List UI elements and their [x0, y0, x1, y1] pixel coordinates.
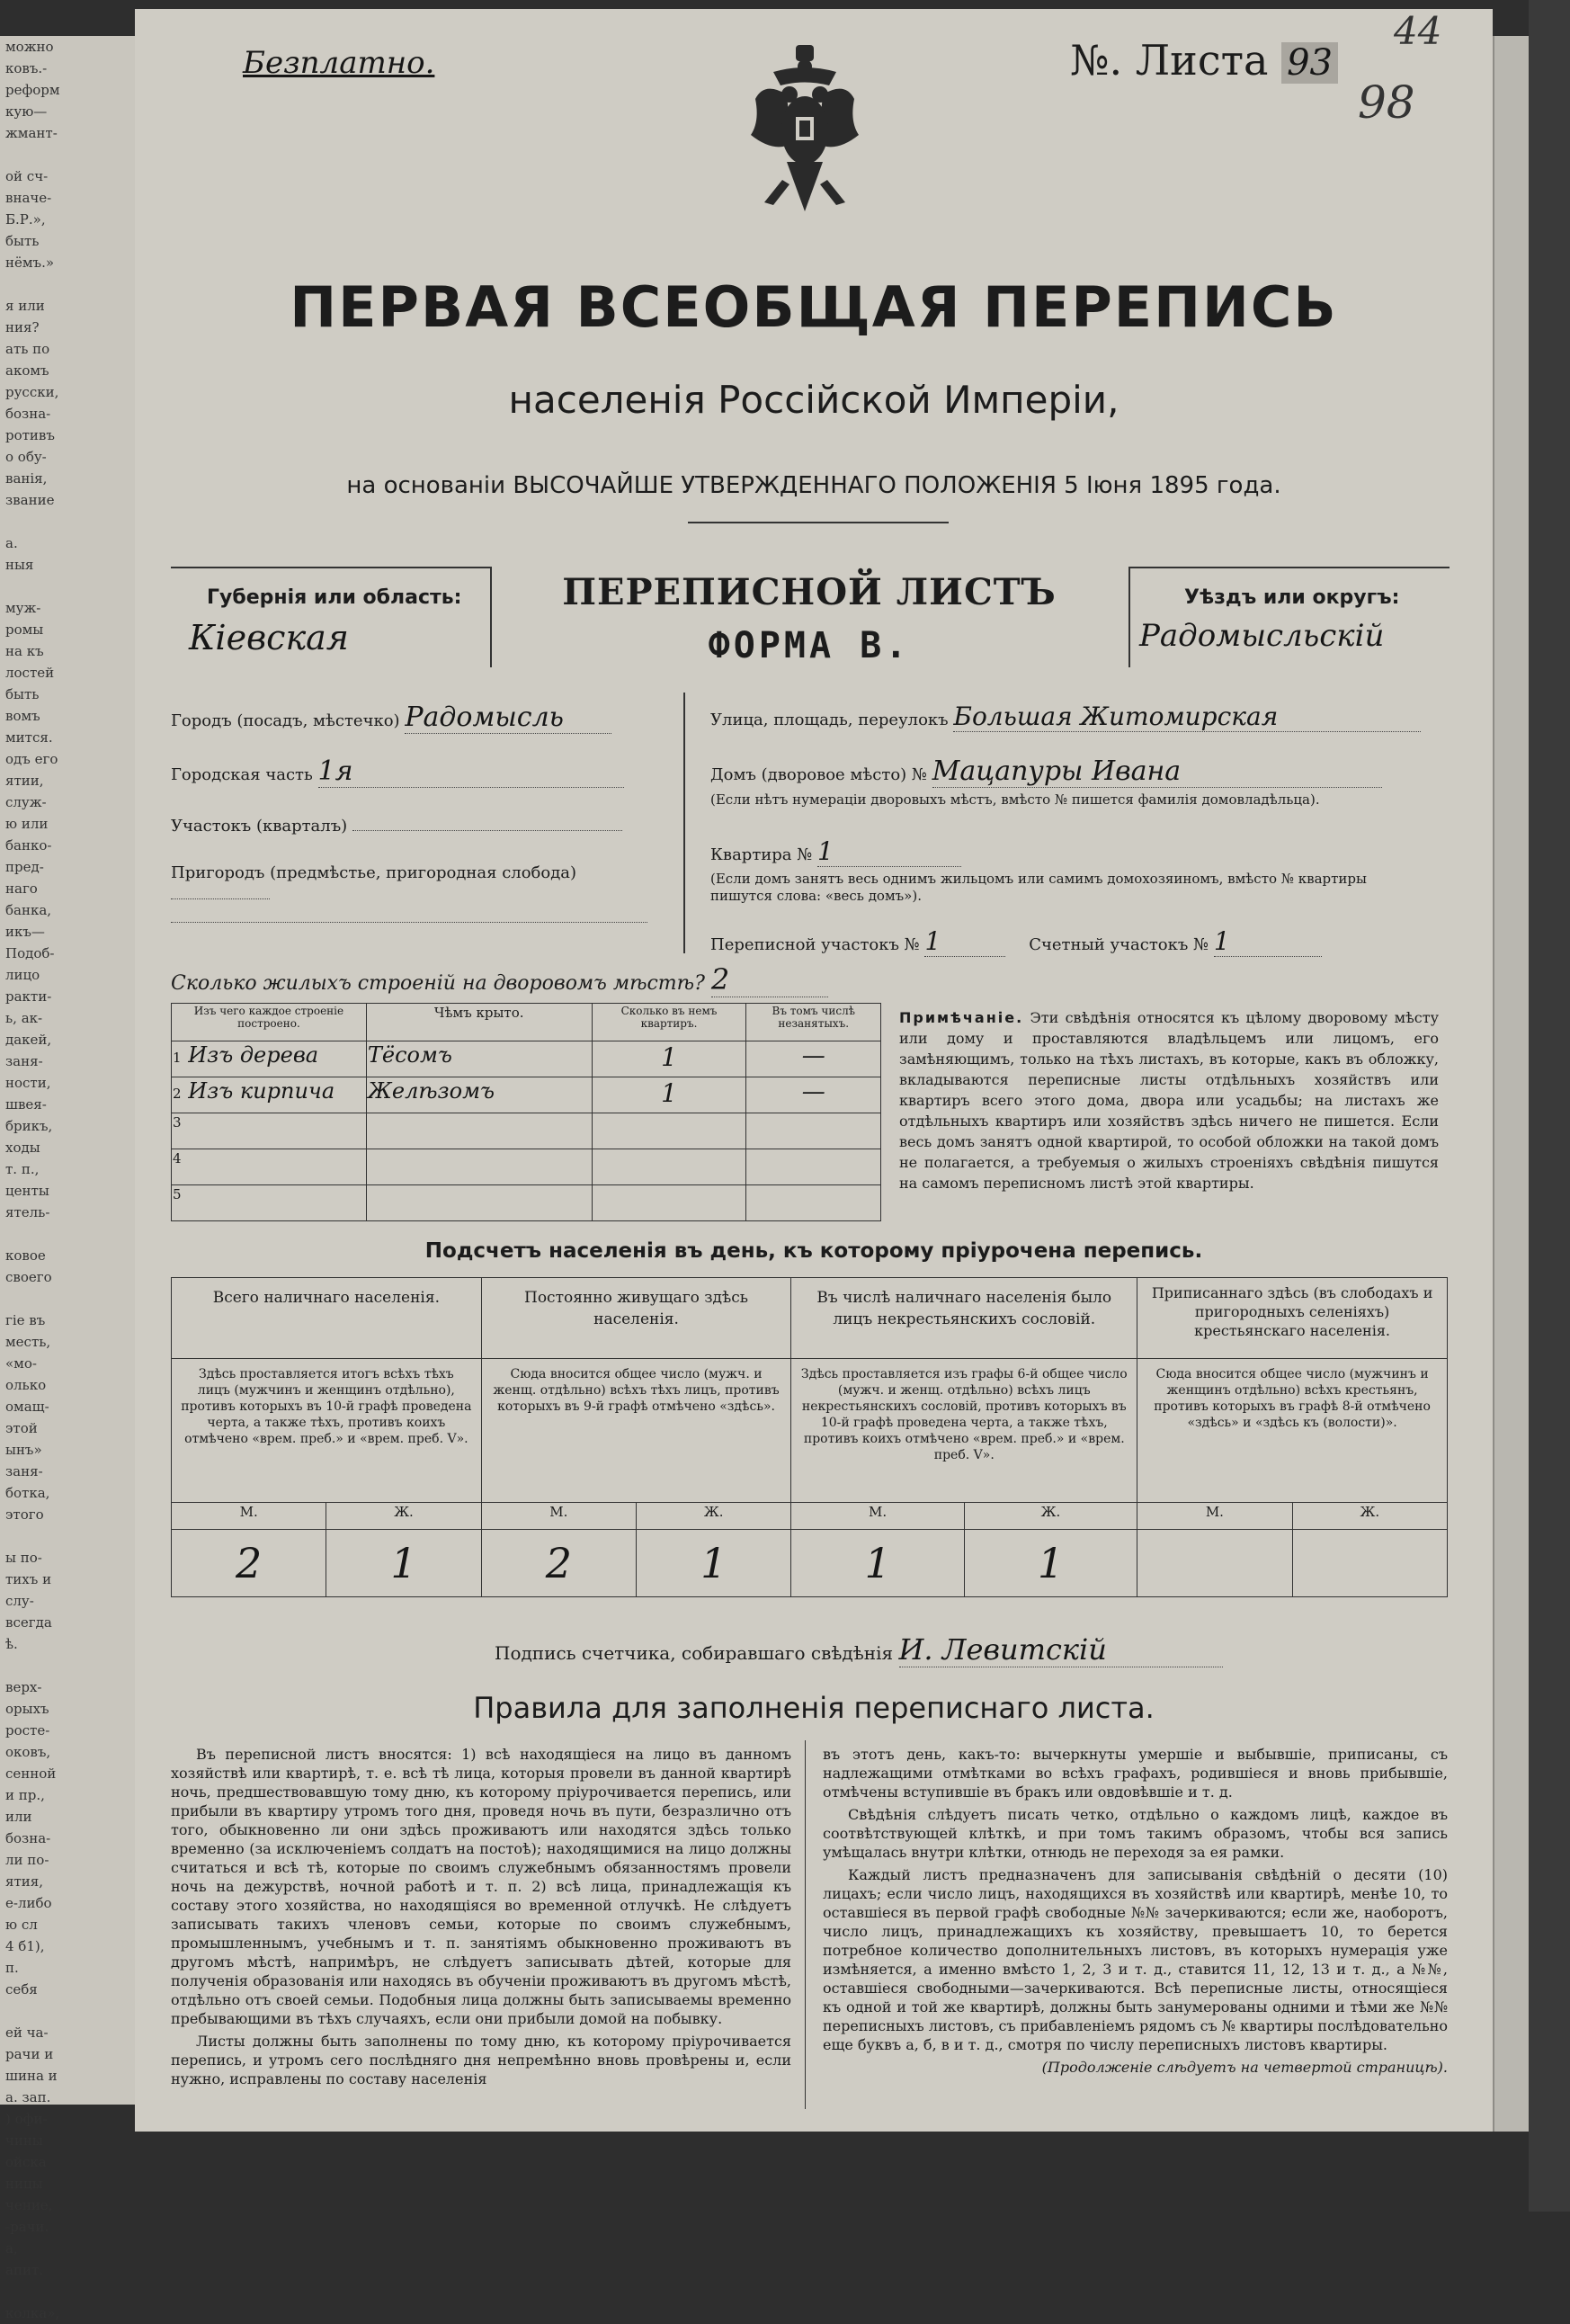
table-row: 2 Изъ кирпича Желѣзомъ 1 — [172, 1077, 881, 1113]
pop-desc-permanent: Сюда вносится общее число (мужч. и женщ. отдѣльно) всѣхъ тѣхъ лицъ, противъ которыхъ въ 9-й графѣ отмѣчено «здѣсь». [481, 1359, 791, 1503]
total-male: 2 [172, 1530, 326, 1597]
suburb-label: Пригородъ (предмѣстье, пригородная слобода) [171, 863, 577, 882]
left-strip-line [5, 1525, 135, 1547]
left-strip-line [5, 2281, 135, 2302]
left-strip-line [5, 1223, 135, 1245]
m-label: М. [172, 1503, 326, 1530]
left-strip-line: ницы [5, 2176, 43, 2192]
note-label: Примѣчаніе. [899, 1009, 1024, 1026]
left-strip-line: ятия, [5, 1873, 43, 1890]
flat-value: 1 [817, 836, 961, 867]
buildings-answer: 2 [711, 962, 828, 997]
left-strip-line: чение, [5, 2197, 53, 2213]
peasant-male [1137, 1530, 1292, 1597]
left-strip-line: я или [5, 298, 45, 314]
sheet-label: №. Листа [1070, 36, 1269, 85]
legal-basis: на основаніи ВЫСОЧАЙШЕ УТВЕРЖДЕННАГО ПОЛОЖЕНІЯ 5 Іюня 1895 года. [346, 472, 1281, 499]
note-text: Эти свѣдѣнія относятся къ цѣлому дворовому мѣсту или дому и проставляются владѣльцемъ или лицомъ, его замѣняющимъ, только на тѣхъ листахъ, въ которые, какъ въ обложку, вкладываются переписные листы отдѣльныхъ хозяйствъ или квартиръ всего этого дома, двора или усадьбы; на листахъ же отдѣльныхъ квартиръ или хозяйствъ здѣсь ничего не пишется. Если весь домъ занятъ одной квартирой, то особой обложки на такой домъ не полагается, а требуемыя о жилыхъ строеніяхъ свѣдѣнія пишутся на самомъ переписномъ листѣ этой квартиры. [899, 1009, 1439, 1192]
left-strip-line: жмант- [5, 125, 58, 141]
left-strip-line: Б.Р.», [5, 211, 46, 228]
left-strip-line: центы [5, 1183, 49, 1199]
left-strip-line [5, 273, 135, 295]
material-value: Изъ дерева [188, 1042, 319, 1068]
suburb-line [171, 922, 647, 923]
rules-paragraph: Каждый листъ предназначенъ для записыванія свѣдѣній о десяти (10) лицахъ; если число лицъ, находящихся въ хозяйствѣ или квартирѣ, менѣе 10, то оставшіеся въ первой графѣ свободные №№ зачеркиваются; если же, наоборотъ, число лицъ, принадлежащихъ къ хозяйству, превышаетъ 10, то берется потребное количество дополнительныхъ листовъ, въ которыхъ нумерація уже измѣняется, а именно вмѣсто 1, 2, 3 и т. д., ставится 11, 12, 13 и т. д., а №№, оставшіеся свободными—зачеркиваются. Всѣ переписные листы, относящіеся къ одной и той же квартирѣ, должны быть занумерованы одними и тѣми же №№ переписныхъ листовъ, съ прибавленіемъ рядомъ съ № квартиры послѣдовательно еще буквъ а, б, в и т. д., смотря по числу переписныхъ листовъ квартиры. [823, 1866, 1448, 2053]
counting-district-label: Счетный участокъ № [1029, 935, 1209, 954]
left-strip-line: ой сч- [5, 168, 49, 184]
street-label: Улица, площадь, переулокъ [710, 711, 949, 729]
pop-desc-nonpeasant: Здѣсь проставляется изъ графы 6-й общее число (мужч. и женщ. отдѣльно) всѣхъ лицъ некрестьянскихъ сословій, противъ которыхъ въ 10-й графѣ проведена черта, а также тѣхъ, противъ коихъ отмѣчено «врем. преб.» и «врем. преб. V». [791, 1359, 1137, 1503]
left-strip-line: ротивъ [5, 427, 55, 443]
house-label: Домъ (дворовое мѣсто) № [710, 765, 927, 784]
buildings-header-flats: Сколько въ немъ квартиръ. [592, 1004, 746, 1041]
left-strip-line: шина и [5, 2068, 58, 2084]
left-strip-line: рачи и [5, 2046, 54, 2062]
left-strip-line: ности, [5, 1075, 51, 1091]
subtitle: населенія Россійской Имперіи, [508, 378, 1120, 422]
f-label: Ж. [637, 1503, 791, 1530]
left-strip-line: 4 б1), [5, 1938, 45, 1954]
m-label: М. [791, 1503, 964, 1530]
buildings-table [171, 1003, 881, 1221]
left-strip-line [5, 576, 135, 597]
pop-desc-total: Здѣсь проставляется итогъ всѣхъ тѣхъ лицъ (мужчинъ и женщинъ отдѣльно), противъ которыхъ въ 10-й графѣ проведена черта, а также тѣхъ, противъ коихъ отмѣчено «врем. преб.» и «врем. преб. V». [172, 1359, 482, 1503]
sheet-title: ПЕРЕПИСНОЙ ЛИСТЪ [562, 571, 1057, 613]
left-page-strip [0, 36, 138, 2321]
left-strip-line: месть, [5, 1334, 51, 1350]
divider [688, 522, 949, 523]
left-strip-line [5, 1288, 135, 1309]
rules-right-column [823, 1745, 1448, 2080]
left-strip-line: -рачи. [5, 2219, 49, 2235]
left-strip-line [5, 144, 135, 165]
sheet-number-block [1070, 36, 1338, 85]
left-strip-line: олько [5, 1377, 47, 1393]
district-box [1128, 567, 1450, 667]
left-strip-line: ойска [5, 2154, 47, 2170]
left-strip-line: вомъ [5, 708, 40, 724]
left-strip-line: росте- [5, 1722, 50, 1739]
table-row: 1 Изъ дерева Тёсомъ 1 — [172, 1041, 881, 1077]
population-title: Подсчетъ населенія въ день, къ которому пріурочена перепись. [424, 1239, 1203, 1263]
left-strip-line: ли по- [5, 1852, 49, 1868]
form-name: ФОРМА В. [708, 625, 911, 666]
peasant-female [1292, 1530, 1447, 1597]
left-strip-line: ятель- [5, 1204, 50, 1220]
left-strip-line: слу- [5, 1593, 34, 1609]
main-title: ПЕРВАЯ ВСЕОБЩАЯ ПЕРЕПИСЬ [290, 274, 1338, 340]
buildings-header-material: Изъ чего каждое строеніе построено. [172, 1004, 367, 1041]
left-strip-line: быть [5, 686, 40, 702]
left-strip-line: гіе въ [5, 1312, 46, 1328]
left-strip-line: или [5, 1809, 32, 1825]
dark-background-edge [1529, 0, 1570, 2212]
pop-head-total: Всего наличнаго населенія. [172, 1278, 482, 1359]
free-label: Безплатно. [243, 45, 435, 81]
left-strip-line: апит. [5, 2262, 44, 2278]
left-strip-line [5, 2000, 135, 2022]
left-strip-line: всегда [5, 1614, 52, 1631]
vacant-value: — [746, 1041, 881, 1077]
city-label: Городъ (посадъ, мѣстечко) [171, 711, 400, 730]
left-strip-line: и пр., [5, 1787, 45, 1803]
section-label: Участокъ (кварталъ) [171, 817, 348, 836]
district-label: Уѣздъ или округъ: [1184, 586, 1400, 609]
province-box [171, 567, 492, 667]
left-strip-line: ракти- [5, 988, 52, 1005]
left-strip-line: сенной [5, 1765, 57, 1782]
vacant-value: — [746, 1077, 881, 1113]
left-strip-line: ю сл [5, 1917, 38, 1933]
left-strip-line: брикъ, [5, 1118, 53, 1134]
left-strip-line: ния? [5, 319, 40, 335]
rules-continuation: (Продолженіе слѣдуетъ на четвертой страницѣ). [1041, 2059, 1448, 2076]
left-strip-line: ) офи- [5, 2111, 48, 2127]
f-label: Ж. [1292, 1503, 1447, 1530]
f-label: Ж. [326, 1503, 481, 1530]
left-strip-line: ѣ. [5, 1636, 18, 1652]
left-strip-line: верх- [5, 1679, 42, 1695]
rules-title: Правила для заполненія переписнаго листа. [473, 1691, 1155, 1725]
left-strip-line: своего [5, 1269, 52, 1285]
flat-label: Квартира № [710, 845, 813, 864]
left-strip-line: заня- [5, 1053, 43, 1069]
pop-head-permanent: Постоянно живущаго здѣсь населенія. [481, 1278, 791, 1359]
m-label: М. [481, 1503, 636, 1530]
flat-note: (Если домъ занятъ весь однимъ жильцомъ или самимъ домохозяиномъ, вмѣсто № квартиры пишутся слова: «весь домъ»). [710, 871, 1367, 904]
left-strip-line: муж- [5, 600, 41, 616]
left-strip-line: икъ— [5, 924, 45, 940]
right-page-edge [1493, 36, 1530, 2132]
nonpeasant-female: 1 [964, 1530, 1137, 1597]
archive-number-1: 44 [1394, 9, 1442, 53]
roof-value: Тёсомъ [366, 1041, 592, 1077]
left-strip-line: банка, [5, 902, 52, 918]
left-strip-line: ей ча- [5, 2025, 49, 2041]
left-strip-line: себя [5, 1981, 38, 1998]
left-strip-line: можно [5, 39, 54, 55]
left-strip-line: дакей, [5, 1032, 52, 1048]
left-strip-line: чины [5, 2132, 43, 2149]
total-female: 1 [326, 1530, 481, 1597]
permanent-female: 1 [637, 1530, 791, 1597]
counting-district-value: 1 [1214, 926, 1322, 957]
imperial-eagle-icon [746, 45, 863, 225]
left-strip-line: ать по [5, 341, 50, 357]
pop-head-peasant: Приписаннаго здѣсь (въ слободахъ и пригородныхъ селеніяхъ) крестьянскаго населенія. [1137, 1278, 1448, 1359]
left-strip-line: оковъ, [5, 1744, 51, 1760]
rules-left-column [171, 1745, 791, 2092]
buildings-note [899, 1007, 1439, 1193]
city-part-value: 1я [318, 755, 624, 788]
left-strip-line: реформ [5, 82, 60, 98]
buildings-question: Сколько жилыхъ строеній на дворовомъ мѣстѣ? [171, 972, 705, 995]
left-strip-line: ныя [5, 557, 34, 573]
street-value: Большая Житомирская [953, 702, 1421, 732]
roof-value: Желѣзомъ [366, 1077, 592, 1113]
flats-value: 1 [592, 1077, 746, 1113]
left-strip-line: а. зап. [5, 2089, 51, 2105]
house-value: Мацапуры Ивана [932, 755, 1382, 788]
province-label: Губернія или область: [207, 586, 462, 609]
left-strip-line: омащ- [5, 1399, 49, 1415]
left-strip-line: е-либо [5, 1895, 52, 1911]
m-label: М. [1137, 1503, 1292, 1530]
left-strip-line: ь, ак- [5, 1010, 43, 1026]
city-value: Радомысль [405, 702, 611, 734]
census-district-label: Переписной участокъ № [710, 935, 920, 954]
buildings-header-roof: Чѣмъ крыто. [366, 1004, 592, 1041]
left-strip-line: акомъ [5, 362, 49, 379]
rules-paragraph: Свѣдѣнія слѣдуетъ писать четко, отдѣльно о каждомъ лицѣ, каждое въ соотвѣтствующей клѣткѣ, и при томъ такимъ образомъ, чтобы вся запись умѣщалась внутри клѣтки, отнюдь не переходя за ея рамки. [823, 1806, 1448, 1861]
left-strip-line: ятии, [5, 773, 44, 789]
left-strip-line: ковъ.- [5, 60, 48, 76]
rules-paragraph: Въ переписной листъ вносятся: 1) всѣ находящіеся на лицо въ данномъ хозяйствѣ или квартирѣ, т. е. всѣ тѣ лица, которыя провели въ данной квартирѣ ночь, предшествовавшую тому дню, къ которому пріурочивается перепись, или прибыли въ квартиру утромъ того дня, проведя ночь въ пути, безразлично отъ того, обыкновенно ли они здѣсь проживаютъ или находятся здѣсь только временно (за исключеніемъ солдатъ на постоѣ); находящимися на лицо должны считаться и всѣ тѣ, которые по своимъ служебнымъ обязанностямъ провели ночь на дежурствѣ, ночной работѣ и т. п. 2) всѣ лица, принадлежащія къ составу этого хозяйства, но находящіяся во временной отлучкѣ. Не слѣдуетъ записывать такихъ членовъ семьи, которые по своимъ служебнымъ, промышленнымъ, учебнымъ и т. п. занятіямъ обыкновенно проживаютъ въ другомъ мѣстѣ, напримѣръ, не слѣдуетъ записывать дѣтей, которые для полученія образованія или находясь въ обученіи проживаютъ въ другомъ мѣстѣ, отдѣльно отъ своей семьи. Подобныя лица должны быть записываемы временно пребывающими въ тѣхъ случаяхъ, если они прибыли домой на побывку. [171, 1746, 791, 2027]
house-note: (Если нѣтъ нумераціи дворовыхъ мѣстъ, вмѣсто № пишется фамилія домовладѣльца). [710, 791, 1320, 808]
left-strip-line: ю или [5, 816, 49, 832]
buildings-header-vacant: Въ томъ числѣ незанятыхъ. [746, 1004, 881, 1041]
pop-head-nonpeasant: Въ числѣ наличнаго населенія было лицъ некрестьянскихъ сословій. [791, 1278, 1137, 1359]
left-strip-line: а, [5, 2240, 18, 2257]
left-strip-line: кую— [5, 103, 48, 120]
population-table [171, 1277, 1448, 1597]
left-strip-line: колка», [5, 2305, 60, 2321]
left-strip-line: а. [5, 535, 18, 551]
census-form-page [135, 9, 1493, 2132]
sheet-number: 93 [1281, 42, 1338, 84]
left-strip-line [5, 511, 135, 532]
province-value: Кіевская [189, 618, 349, 657]
left-strip-line: вначе- [5, 190, 52, 206]
left-strip-line: на къ [5, 643, 44, 659]
left-strip-line: ынъ» [5, 1442, 42, 1458]
rules-paragraph: въ этотъ день, какъ-то: вычеркнуты умершіе и выбывшіе, приписаны, съ надлежащими отмѣтками во всѣхъ графахъ, родившіеся и вновь прибывшіе, отмѣчены вступившіе въ бракъ или овдовѣвшіе и т. д. [823, 1746, 1448, 1801]
left-strip-line: о обу- [5, 449, 47, 465]
district-value: Радомысльскій [1139, 618, 1385, 654]
left-strip-line: «мо- [5, 1355, 37, 1372]
left-strip-line: пред- [5, 859, 44, 875]
left-strip-line: орыхъ [5, 1701, 49, 1717]
archive-number-2: 98 [1358, 76, 1415, 129]
left-strip-line: ромы [5, 621, 44, 638]
left-page-text [0, 36, 135, 2324]
left-strip-line: ы по- [5, 1550, 42, 1566]
rules-paragraph: Листы должны быть заполнены по тому дню, къ которому пріурочивается перепись, и утромъ сего послѣдняго дня непремѣнно вновь провѣрены и, если нужно, исправлены по составу населенія [171, 2033, 791, 2087]
left-strip-line: лостей [5, 665, 55, 681]
left-strip-line: тихъ и [5, 1571, 52, 1587]
census-district-value: 1 [924, 926, 1005, 957]
left-strip-line: ковое [5, 1247, 46, 1264]
left-strip-line: лицо [5, 967, 40, 983]
city-part-label: Городская часть [171, 765, 313, 784]
permanent-male: 2 [481, 1530, 636, 1597]
left-strip-line: банко- [5, 837, 52, 854]
left-strip-line: служ- [5, 794, 47, 810]
left-strip-line: заня- [5, 1463, 43, 1479]
left-strip-line: мится. [5, 729, 53, 746]
signature-label: Подпись счетчика, собиравшаго свѣдѣнія [495, 1642, 894, 1664]
left-strip-line: быть [5, 233, 40, 249]
signature-value: И. Левитскій [899, 1632, 1223, 1667]
material-value: Изъ кирпича [188, 1078, 335, 1104]
left-strip-line: ванія, [5, 470, 48, 487]
left-strip-line: звание [5, 492, 55, 508]
left-strip-line: швея- [5, 1096, 47, 1113]
address-divider [683, 693, 685, 953]
left-strip-line: нёмъ.» [5, 255, 55, 271]
left-strip-line: п. [5, 1960, 19, 1976]
table-row: 4 [172, 1149, 881, 1185]
left-strip-line: т. п., [5, 1161, 40, 1177]
left-strip-line: этого [5, 1506, 44, 1523]
flats-value: 1 [592, 1041, 746, 1077]
buildings-question-row [171, 962, 828, 997]
left-strip-line: Подоб- [5, 945, 55, 961]
pop-desc-peasant: Сюда вносится общее число (мужчинъ и женщинъ отдѣльно) всѣхъ крестьянъ, противъ которыхъ въ графѣ 8-й отмѣчено «здѣсь» и «здѣсь къ (волости)». [1137, 1359, 1448, 1503]
left-strip-line: русски, [5, 384, 59, 400]
left-strip-line: ботка, [5, 1485, 50, 1501]
left-strip-line: одъ его [5, 751, 58, 767]
nonpeasant-male: 1 [791, 1530, 964, 1597]
table-row: 5 [172, 1185, 881, 1221]
rules-divider [805, 1740, 806, 2109]
f-label: Ж. [964, 1503, 1137, 1530]
table-row: 3 [172, 1113, 881, 1149]
signature-row [495, 1632, 1223, 1667]
left-strip-line: этой [5, 1420, 38, 1436]
left-strip-line: ходы [5, 1140, 40, 1156]
left-strip-line: бозна- [5, 1830, 51, 1846]
left-strip-line: нагo [5, 880, 38, 897]
left-strip-line [5, 1655, 135, 1676]
left-strip-line: бозна- [5, 406, 51, 422]
